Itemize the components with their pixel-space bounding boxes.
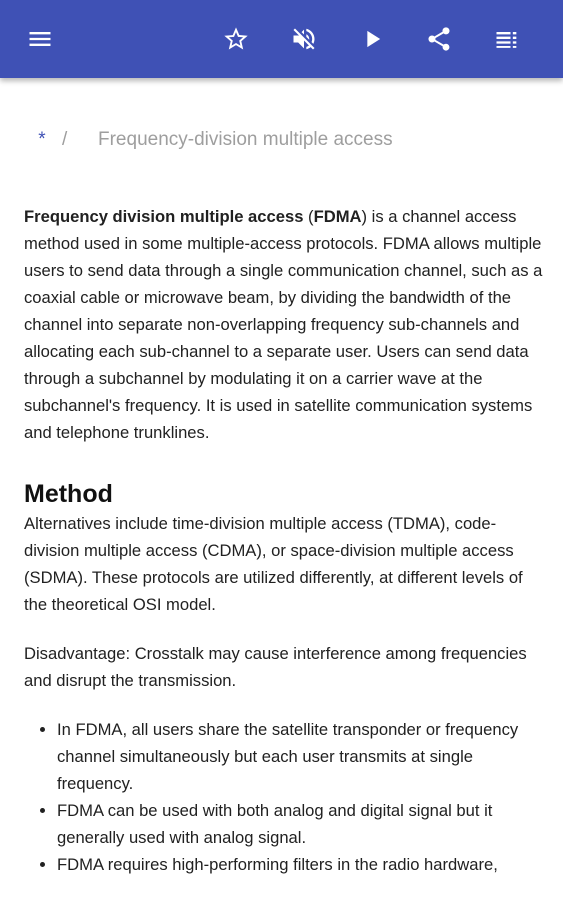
play-button[interactable] xyxy=(350,17,394,61)
share-icon xyxy=(425,25,453,53)
star-icon xyxy=(222,25,250,53)
intro-open-paren: ( xyxy=(303,207,314,226)
share-button[interactable] xyxy=(417,17,461,61)
intro-paragraph xyxy=(24,203,546,446)
list-item: • FDMA requires high-performing filters in the radio hardware, xyxy=(57,851,546,878)
article-body xyxy=(24,203,546,878)
contents-button[interactable] xyxy=(485,17,529,61)
menu-icon xyxy=(26,25,54,53)
intro-bold-term: Frequency division multiple access xyxy=(24,207,304,226)
intro-abbreviation: FDMA xyxy=(313,207,362,226)
method-paragraph: Alternatives include time-division multiple access (TDMA), code-division multiple access (CDMA), or space-division multiple access (SDMA). These protocols are utilized differently, at different levels of the theoretical OSI model. xyxy=(24,514,523,614)
list-item: • FDMA can be used with both analog and digital signal but it generally used with analog signal. xyxy=(57,797,546,851)
play-icon xyxy=(358,25,386,53)
breadcrumb xyxy=(24,126,544,154)
bookmark-button[interactable] xyxy=(214,17,258,61)
app-bar xyxy=(0,0,563,78)
list-item: • In FDMA, all users share the satellite transponder or frequency channel simultaneously but each user transmits at single frequency. xyxy=(57,716,546,797)
intro-text: ) is a channel access method used in some multiple-access protocols. FDMA allows multiple users to send data through a single communication channel, such as a coaxial cable or microwave beam, by dividing the bandwidth of the channel into separate non-overlapping frequency sub-channels and allocating each sub-channel to a separate user. Users can send data through a subchannel by modulating it on a carrier wave at the subchannel's frequency. It is used in satellite communication systems and telephone trunklines. xyxy=(24,207,543,442)
breadcrumb-home-link[interactable]: * xyxy=(38,129,46,150)
disadvantage-paragraph: Disadvantage: Crosstalk may cause interference among frequencies and disrupt the transmission. xyxy=(24,644,527,690)
mute-button[interactable] xyxy=(282,17,326,61)
volume-off-icon xyxy=(290,25,318,53)
breadcrumb-current: Frequency-division multiple access xyxy=(98,129,393,150)
feature-list xyxy=(24,716,546,878)
method-heading: Method xyxy=(24,480,113,508)
list-icon xyxy=(493,25,521,53)
breadcrumb-separator: / xyxy=(62,129,68,150)
menu-button[interactable] xyxy=(18,17,62,61)
